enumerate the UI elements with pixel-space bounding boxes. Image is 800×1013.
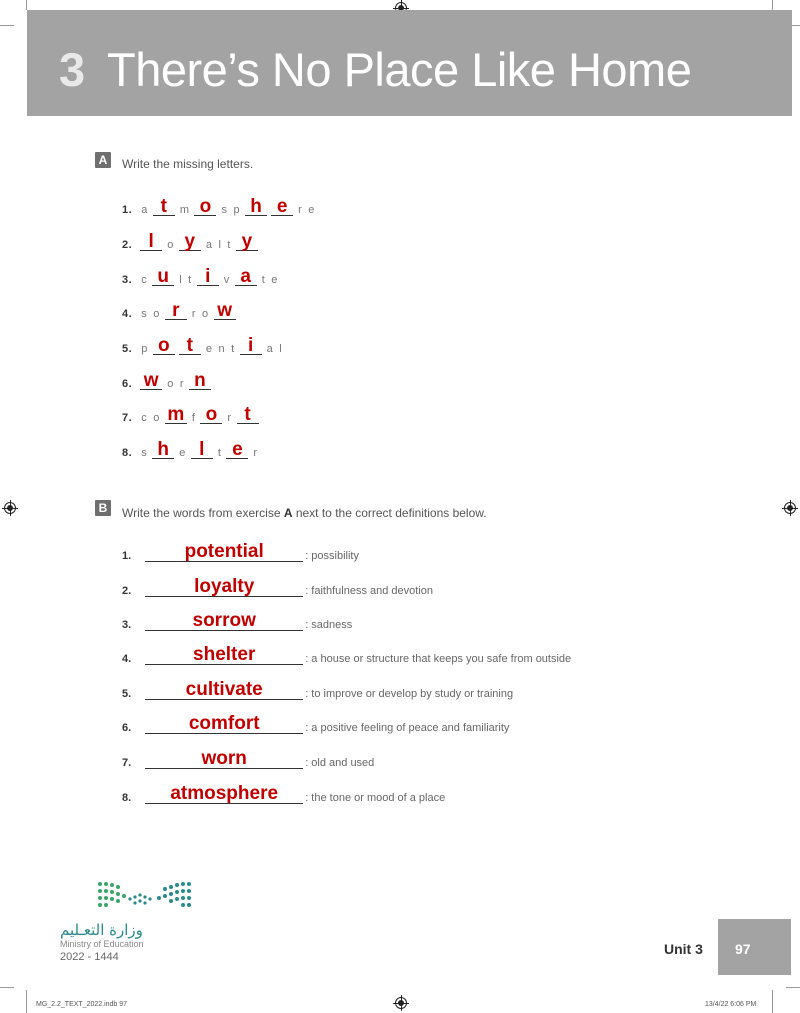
missing-letter-blank[interactable]: w: [214, 303, 236, 320]
given-letter: c: [141, 274, 148, 286]
given-letter: t: [188, 274, 192, 286]
item-number: 1.: [122, 550, 132, 562]
crop-mark: [772, 990, 773, 1013]
file-slug: MG_2.2_TEXT_2022.indb 97: [36, 1001, 128, 1008]
word-row: [122, 196, 318, 216]
given-letter: r: [191, 308, 196, 320]
item-number: 4.: [122, 308, 133, 320]
missing-letter-blank[interactable]: m: [165, 407, 187, 424]
definition-text: : the tone or mood of a place: [305, 792, 446, 804]
missing-letter-blank[interactable]: h: [152, 442, 174, 459]
missing-letter-blank[interactable]: r: [165, 303, 187, 320]
given-letter: s: [221, 204, 228, 216]
registration-mark: [395, 997, 407, 1009]
instruction-bold: A: [283, 506, 293, 520]
item-number: 5.: [122, 343, 133, 355]
definition-text: : faithfulness and devotion: [305, 585, 433, 597]
given-letter: e: [308, 204, 315, 216]
item-number: 6.: [122, 722, 132, 734]
ministry-name-arabic: وزارة التعـليم: [60, 921, 143, 939]
given-letter: l: [279, 343, 283, 355]
definition-text: : to improve or develop by study or training: [305, 688, 514, 700]
answer-blank[interactable]: comfort: [145, 715, 303, 734]
ministry-logo-icon: [97, 880, 192, 908]
page-number: 97: [735, 941, 751, 957]
crop-mark: [26, 0, 27, 10]
missing-letter-blank[interactable]: l: [191, 442, 213, 459]
instruction-text: Write the words from exercise: [122, 506, 284, 520]
missing-letter-blank[interactable]: t: [237, 407, 259, 424]
crop-mark: [786, 987, 800, 988]
unit-banner: [27, 10, 792, 116]
definition-row: [122, 678, 513, 700]
registration-mark: [784, 502, 796, 514]
definition-text: : sadness: [305, 619, 353, 631]
given-letter: p: [233, 204, 241, 216]
given-letter: t: [231, 343, 235, 355]
answer-blank[interactable]: sorrow: [145, 612, 303, 631]
instruction-text: next to the correct definitions below.: [292, 506, 487, 520]
word-row: [122, 439, 261, 459]
definition-row: [122, 575, 433, 597]
given-letter: r: [253, 447, 258, 459]
item-number: 3.: [122, 274, 133, 286]
crop-mark: [772, 0, 773, 10]
given-letter: f: [191, 412, 196, 424]
word-row: [122, 300, 238, 320]
given-letter: m: [179, 204, 190, 216]
item-number: 2.: [122, 585, 132, 597]
given-letter: o: [201, 308, 209, 320]
missing-letter-blank[interactable]: o: [200, 407, 222, 424]
page-number-box: [718, 919, 791, 975]
missing-letter-blank[interactable]: t: [179, 338, 201, 355]
missing-letter-blank[interactable]: e: [226, 442, 248, 459]
given-letter: t: [261, 274, 266, 286]
crop-mark: [26, 990, 27, 1013]
word-row: [122, 404, 261, 424]
answer-blank[interactable]: cultivate: [145, 681, 303, 700]
section-b-instruction: [122, 506, 487, 520]
definition-row: [122, 782, 445, 804]
given-letter: r: [298, 204, 303, 216]
word-row: [122, 370, 213, 390]
given-letter: s: [141, 447, 148, 459]
word-row: [122, 335, 285, 355]
given-letter: e: [205, 343, 213, 355]
missing-letter-blank[interactable]: i: [240, 338, 262, 355]
given-letter: o: [153, 412, 160, 424]
answer-blank[interactable]: shelter: [145, 646, 303, 665]
missing-letter-blank[interactable]: y: [236, 234, 258, 251]
definition-row: [122, 609, 352, 631]
definition-row: [122, 712, 509, 734]
item-number: 8.: [122, 792, 132, 804]
section-b-badge: B: [95, 500, 111, 516]
answer-blank[interactable]: worn: [145, 750, 303, 769]
given-letter: t: [217, 447, 222, 459]
definition-row: [122, 540, 359, 562]
given-letter: o: [153, 308, 160, 320]
given-letter: a: [205, 239, 213, 251]
missing-letter-blank[interactable]: h: [245, 199, 267, 216]
given-letter: p: [141, 343, 148, 355]
definition-row: [122, 643, 571, 665]
word-row: [122, 266, 281, 286]
missing-letter-blank[interactable]: a: [235, 269, 257, 286]
section-a-badge: A: [95, 152, 111, 168]
ministry-name-english: Ministry of Education: [60, 939, 144, 949]
given-letter: s: [141, 308, 148, 320]
answer-blank[interactable]: atmosphere: [145, 785, 303, 804]
definition-text: : possibility: [305, 550, 359, 562]
missing-letter-blank[interactable]: t: [153, 199, 175, 216]
given-letter: c: [141, 412, 148, 424]
missing-letter-blank[interactable]: n: [189, 373, 211, 390]
missing-letter-blank[interactable]: o: [153, 338, 175, 355]
given-letter: l: [179, 274, 183, 286]
item-number: 1.: [122, 204, 133, 216]
missing-letter-blank[interactable]: e: [271, 199, 293, 216]
given-letter: l: [218, 239, 222, 251]
item-number: 7.: [122, 412, 133, 424]
answer-blank[interactable]: loyalty: [145, 578, 303, 597]
unit-title: There’s No Place Like Home: [107, 43, 692, 96]
item-number: 7.: [122, 757, 132, 769]
missing-letter-blank[interactable]: u: [152, 269, 174, 286]
unit-number: 3: [59, 43, 86, 96]
given-letter: e: [271, 274, 278, 286]
given-letter: o: [167, 378, 174, 390]
crop-mark: [0, 25, 14, 26]
item-number: 4.: [122, 653, 132, 665]
answer-blank[interactable]: potential: [145, 543, 303, 562]
item-number: 2.: [122, 239, 133, 251]
given-letter: n: [218, 343, 226, 355]
section-a-instruction: Write the missing letters.: [122, 157, 254, 171]
given-letter: t: [227, 239, 231, 251]
unit-label: Unit 3: [664, 941, 703, 957]
print-date: 13/4/22 6:06 PM: [705, 1001, 757, 1008]
given-letter: r: [179, 378, 184, 390]
definition-text: : a positive feeling of peace and familiarity: [305, 722, 510, 734]
definition-row: [122, 747, 374, 769]
missing-letter-blank[interactable]: y: [179, 234, 201, 251]
missing-letter-blank[interactable]: o: [194, 199, 216, 216]
item-number: 5.: [122, 688, 132, 700]
crop-mark: [0, 987, 14, 988]
definition-text: : a house or structure that keeps you safe from outside: [305, 653, 572, 665]
definition-text: : old and used: [305, 757, 375, 769]
registration-mark: [4, 502, 16, 514]
item-number: 3.: [122, 619, 132, 631]
item-number: 8.: [122, 447, 133, 459]
given-letter: e: [179, 447, 186, 459]
word-row: [122, 231, 260, 251]
missing-letter-blank[interactable]: i: [197, 269, 219, 286]
ministry-year: 2022 - 1444: [60, 951, 119, 963]
missing-letter-blank[interactable]: w: [140, 373, 162, 390]
given-letter: v: [223, 274, 230, 286]
item-number: 6.: [122, 378, 133, 390]
given-letter: a: [141, 204, 148, 216]
given-letter: a: [266, 343, 274, 355]
given-letter: r: [227, 412, 232, 424]
given-letter: o: [167, 239, 174, 251]
missing-letter-blank[interactable]: l: [140, 234, 162, 251]
